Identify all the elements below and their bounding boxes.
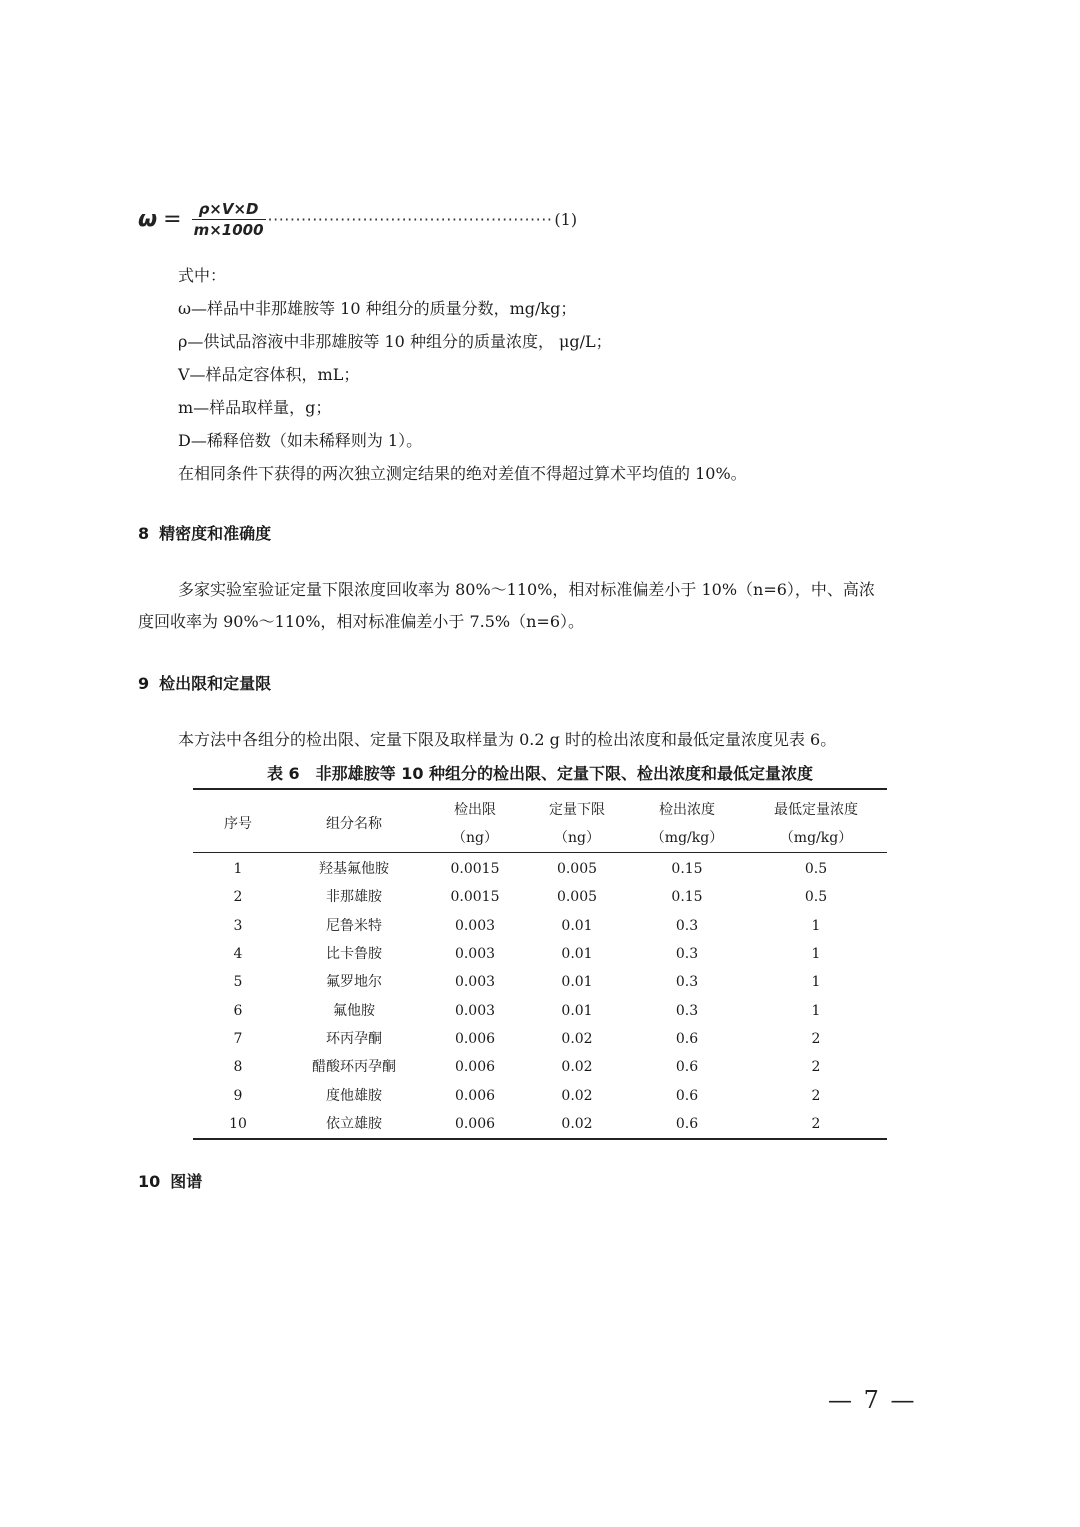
table-row (193, 912, 887, 940)
formula-numerator: ρ×V×D (198, 199, 259, 218)
cell-conc: 0.15 (671, 889, 703, 906)
table-row (193, 1081, 887, 1109)
table-row (193, 1025, 887, 1053)
cell-lod: 0.003 (454, 946, 496, 963)
cell-minq: 1 (811, 974, 821, 991)
cell-lod: 0.003 (454, 917, 496, 934)
cell-conc: 0.3 (675, 946, 699, 963)
header-lod-unit: （ng） (452, 830, 498, 846)
cell-conc: 0.3 (675, 974, 699, 991)
cell-name: 羟基氟他胺 (319, 861, 389, 878)
cell-loq: 0.005 (556, 861, 598, 878)
table-body (193, 853, 887, 1139)
cell-minq: 2 (811, 1087, 821, 1104)
section-9-paragraph: 本方法中各组分的检出限、定量下限及取样量为 0.2 g 时的检出浓度和最低定量浓度见表 6。 (178, 730, 837, 749)
cell-conc: 0.15 (671, 861, 703, 878)
cell-minq: 0.5 (804, 889, 828, 906)
section-number: 9 (138, 674, 150, 693)
section-9-heading (138, 671, 271, 694)
formula-equals: = (163, 206, 182, 232)
section-title: 图谱 (170, 1172, 203, 1191)
cell-conc: 0.6 (675, 1030, 699, 1047)
cell-minq: 2 (811, 1115, 821, 1132)
section-8-paragraph-line-1: 多家实验室验证定量下限浓度回收率为 80%～110%，相对标准偏差小于 10%（n=6），中、高浓 (178, 580, 875, 599)
definition-omega: ω—样品中非那雄胺等 10 种组分的质量分数，mg/kg； (178, 299, 577, 318)
cell-name: 比卡鲁胺 (326, 946, 382, 963)
cell-lod: 0.0015 (450, 861, 500, 878)
cell-loq: 0.01 (561, 946, 593, 963)
cell-seq: 3 (233, 917, 243, 934)
formula-lhs: ω (138, 206, 158, 232)
cell-minq: 2 (811, 1030, 821, 1047)
table-row (193, 1110, 887, 1139)
header-minq-unit: （mg/kg） (779, 830, 853, 846)
table-row (193, 853, 887, 884)
cell-loq: 0.01 (561, 1002, 593, 1019)
cell-minq: 2 (811, 1059, 821, 1076)
formula-leader-dots: ··················································· (267, 209, 553, 229)
cell-minq: 0.5 (804, 861, 828, 878)
cell-name: 依立雄胺 (326, 1115, 382, 1132)
section-title: 精密度和准确度 (159, 524, 272, 543)
definition-m: m—样品取样量，g； (178, 398, 332, 417)
header-minq: 最低定量浓度 (774, 802, 858, 818)
cell-lod: 0.006 (454, 1115, 496, 1132)
section-10-heading (138, 1169, 202, 1192)
table-row (193, 968, 887, 996)
cell-minq: 1 (811, 946, 821, 963)
page-number: — 7 — (828, 1386, 917, 1414)
cell-loq: 0.01 (561, 917, 593, 934)
cell-lod: 0.003 (454, 1002, 496, 1019)
section-8-paragraph-line-2: 度回收率为 90%～110%，相对标准偏差小于 7.5%（n=6）。 (138, 612, 585, 631)
header-conc: 检出浓度 (659, 802, 715, 818)
detection-limit-table (193, 788, 887, 1140)
cell-name: 度他雄胺 (326, 1087, 382, 1104)
header-seq: 序号 (224, 816, 252, 832)
header-name: 组分名称 (326, 816, 382, 832)
section-8-heading (138, 521, 271, 544)
header-conc-unit: （mg/kg） (650, 830, 724, 846)
cell-name: 氟罗地尔 (326, 974, 382, 991)
cell-seq: 10 (229, 1115, 247, 1132)
cell-conc: 0.6 (675, 1059, 699, 1076)
section-title: 检出限和定量限 (159, 674, 272, 693)
formula-denominator: m×1000 (193, 220, 264, 239)
cell-seq: 6 (233, 1002, 243, 1019)
formula-number: (1) (554, 209, 578, 229)
cell-seq: 1 (233, 861, 243, 878)
cell-lod: 0.003 (454, 974, 496, 991)
definition-intro: 式中： (178, 266, 227, 285)
definition-v: V—样品定容体积，mL； (178, 365, 360, 384)
cell-seq: 8 (233, 1059, 243, 1076)
cell-name: 环丙孕酮 (326, 1030, 382, 1047)
formula-1 (138, 192, 577, 246)
cell-seq: 4 (233, 946, 243, 963)
cell-name: 尼鲁米特 (326, 917, 382, 934)
header-lod: 检出限 (454, 802, 496, 818)
cell-loq: 0.02 (561, 1115, 593, 1132)
cell-loq: 0.02 (561, 1030, 593, 1047)
header-loq: 定量下限 (549, 802, 605, 818)
cell-conc: 0.3 (675, 917, 699, 934)
cell-name: 非那雄胺 (326, 889, 382, 906)
cell-lod: 0.006 (454, 1059, 496, 1076)
table-row (193, 996, 887, 1024)
cell-seq: 5 (233, 974, 243, 991)
table-row (193, 1053, 887, 1081)
cell-seq: 2 (233, 889, 243, 906)
cell-lod: 0.006 (454, 1030, 496, 1047)
cell-conc: 0.6 (675, 1115, 699, 1132)
cell-seq: 9 (233, 1087, 243, 1104)
cell-seq: 7 (233, 1030, 243, 1047)
table-caption: 表 6 非那雄胺等 10 种组分的检出限、定量下限、检出浓度和最低定量浓度 (266, 764, 814, 783)
cell-minq: 1 (811, 1002, 821, 1019)
cell-minq: 1 (811, 917, 821, 934)
cell-conc: 0.3 (675, 1002, 699, 1019)
section-number: 10 (138, 1172, 161, 1191)
formula-fraction (192, 199, 266, 240)
cell-lod: 0.0015 (450, 889, 500, 906)
cell-loq: 0.02 (561, 1059, 593, 1076)
definition-d: D—稀释倍数（如未稀释则为 1）。 (178, 431, 423, 450)
table-row (193, 940, 887, 968)
cell-lod: 0.006 (454, 1087, 496, 1104)
cell-name: 氟他胺 (333, 1002, 375, 1019)
section-number: 8 (138, 524, 150, 543)
cell-conc: 0.6 (675, 1087, 699, 1104)
cell-loq: 0.02 (561, 1087, 593, 1104)
table-row (193, 883, 887, 911)
repeatability-statement: 在相同条件下获得的两次独立测定结果的绝对差值不得超过算术平均值的 10%。 (178, 464, 747, 483)
cell-name: 醋酸环丙孕酮 (312, 1059, 396, 1076)
cell-loq: 0.005 (556, 889, 598, 906)
cell-loq: 0.01 (561, 974, 593, 991)
definition-rho: ρ—供试品溶液中非那雄胺等 10 种组分的质量浓度， μg/L； (178, 332, 612, 351)
header-loq-unit: （ng） (554, 830, 600, 846)
